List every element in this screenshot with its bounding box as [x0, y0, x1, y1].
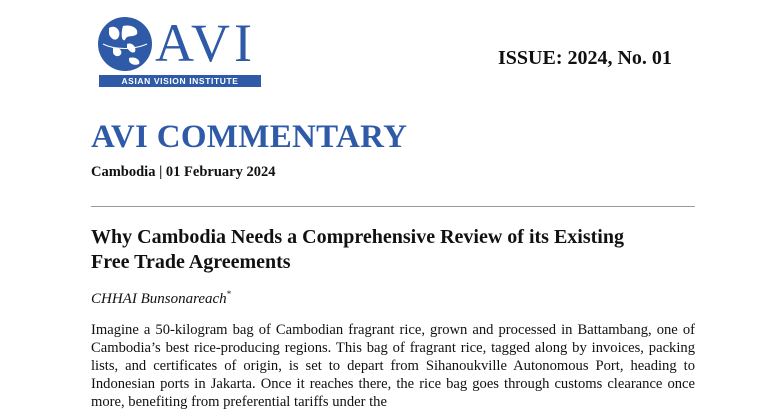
- avi-logo: [97, 14, 265, 90]
- globe-icon: [97, 14, 153, 74]
- article-body: Imagine a 50-kilogram bag of Cambodian fragrant rice, grown and processed in Battambang, one of Cambodia’s best rice-producing regions. This bag of fragrant rice, tagged along by invoices, packing lists, and certificates of origin, is set to depart from Sihanoukville Autonomous Port, heading to Indonesian ports in Jakarta. Once it reaches there, the rice bag goes through customs clearance once more, benefiting from preferential tariffs under the: [91, 322, 695, 410]
- divider: [91, 206, 695, 207]
- author-footnote-mark: *: [226, 289, 232, 299]
- publication-heading: AVI COMMENTARY: [91, 119, 408, 155]
- dateline: Cambodia | 01 February 2024: [91, 164, 276, 180]
- issue-number: ISSUE: 2024, No. 01: [498, 47, 672, 69]
- author-line: [91, 289, 231, 308]
- logo-letters: AVI: [155, 13, 257, 73]
- author-name: CHHAI Bunsonareach: [91, 291, 227, 307]
- article-title: Why Cambodia Needs a Comprehensive Review of its Existing Free Trade Agreements: [91, 226, 624, 273]
- logo-org-name: ASIAN VISION INSTITUTE: [99, 75, 261, 87]
